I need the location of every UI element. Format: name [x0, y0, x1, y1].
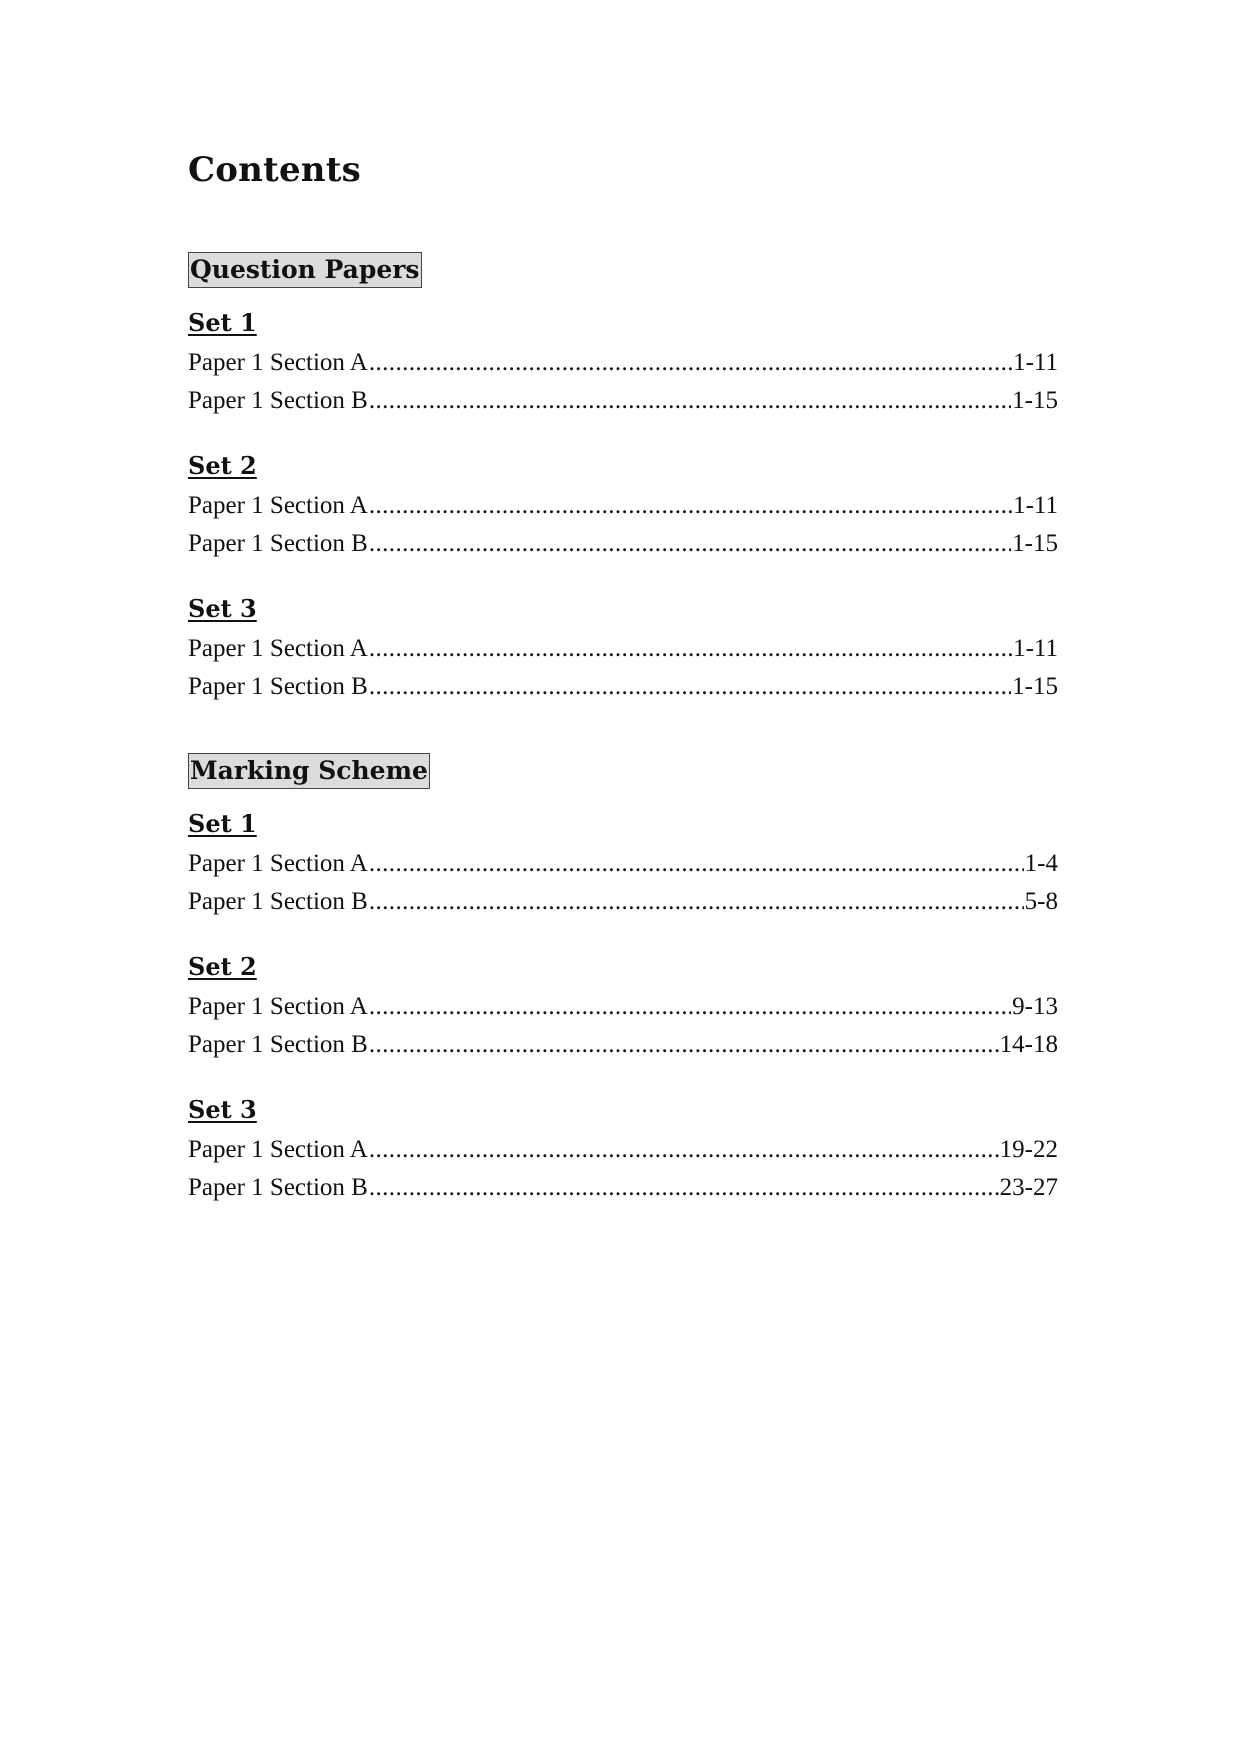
group-marking-scheme	[188, 753, 1058, 1206]
set-heading: Set 2	[188, 952, 257, 981]
toc-entry-pages: 1-11	[1013, 349, 1058, 376]
dot-leader	[369, 883, 1024, 921]
toc-entry-label: Paper 1 Section A	[188, 850, 368, 877]
toc-entry[interactable]	[188, 1169, 1058, 1207]
toc-entry[interactable]	[188, 1131, 1058, 1169]
toc-entry-pages: 23-27	[999, 1173, 1058, 1201]
dot-leader	[369, 988, 1011, 1026]
set-block	[188, 952, 1058, 1063]
toc-entry-label: Paper 1 Section B	[188, 672, 368, 700]
toc-entry-label: Paper 1 Section A	[188, 635, 368, 662]
toc-entry[interactable]	[188, 344, 1058, 382]
set-heading: Set 2	[188, 451, 257, 480]
toc-entry-label: Paper 1 Section B	[188, 1030, 368, 1058]
dot-leader	[369, 344, 1012, 382]
page-title: Contents	[188, 150, 361, 190]
set-block	[188, 1095, 1058, 1206]
toc-entry-pages: 1-15	[1012, 672, 1058, 700]
toc-entry[interactable]	[188, 487, 1058, 525]
toc-entry-label: Paper 1 Section A	[188, 492, 368, 519]
toc-entry[interactable]	[188, 630, 1058, 668]
toc-entry-pages: 1-11	[1013, 635, 1058, 662]
toc-entry-pages: 1-15	[1012, 386, 1058, 414]
toc-entry-label: Paper 1 Section B	[188, 386, 368, 414]
toc-entry-label: Paper 1 Section A	[188, 349, 368, 376]
group-heading: Marking Scheme	[188, 753, 430, 789]
toc-entry-pages: 5-8	[1024, 887, 1058, 915]
set-heading: Set 3	[188, 1095, 257, 1124]
toc-entry-pages: 1-11	[1013, 492, 1058, 519]
contents-page	[188, 150, 1058, 1254]
toc-entry-label: Paper 1 Section B	[188, 1173, 368, 1201]
dot-leader	[369, 630, 1012, 668]
set-block	[188, 809, 1058, 920]
group-question-papers	[188, 252, 1058, 705]
toc-entry-label: Paper 1 Section A	[188, 1136, 368, 1163]
dot-leader	[369, 525, 1011, 563]
toc-entry[interactable]	[188, 1026, 1058, 1064]
set-heading: Set 1	[188, 308, 257, 337]
toc-entry[interactable]	[188, 883, 1058, 921]
set-block	[188, 308, 1058, 419]
dot-leader	[369, 1131, 999, 1169]
set-block	[188, 451, 1058, 562]
toc-entry-pages: 1-15	[1012, 529, 1058, 557]
dot-leader	[369, 487, 1012, 525]
dot-leader	[369, 845, 1024, 883]
dot-leader	[369, 668, 1011, 706]
toc-entry[interactable]	[188, 988, 1058, 1026]
toc-entry-label: Paper 1 Section B	[188, 887, 368, 915]
toc-entry[interactable]	[188, 668, 1058, 706]
toc-entry[interactable]	[188, 382, 1058, 420]
set-block	[188, 594, 1058, 705]
set-heading: Set 3	[188, 594, 257, 623]
toc-entry[interactable]	[188, 525, 1058, 563]
dot-leader	[369, 382, 1011, 420]
toc-entry-pages: 14-18	[999, 1030, 1058, 1058]
toc-entry-pages: 19-22	[999, 1136, 1058, 1163]
dot-leader	[369, 1026, 999, 1064]
toc-entry-label: Paper 1 Section B	[188, 529, 368, 557]
toc-entry-pages: 9-13	[1012, 993, 1058, 1020]
set-heading: Set 1	[188, 809, 257, 838]
toc-entry-label: Paper 1 Section A	[188, 993, 368, 1020]
toc-entry-pages: 1-4	[1024, 850, 1058, 877]
group-heading: Question Papers	[188, 252, 422, 288]
dot-leader	[369, 1169, 999, 1207]
toc-entry[interactable]	[188, 845, 1058, 883]
